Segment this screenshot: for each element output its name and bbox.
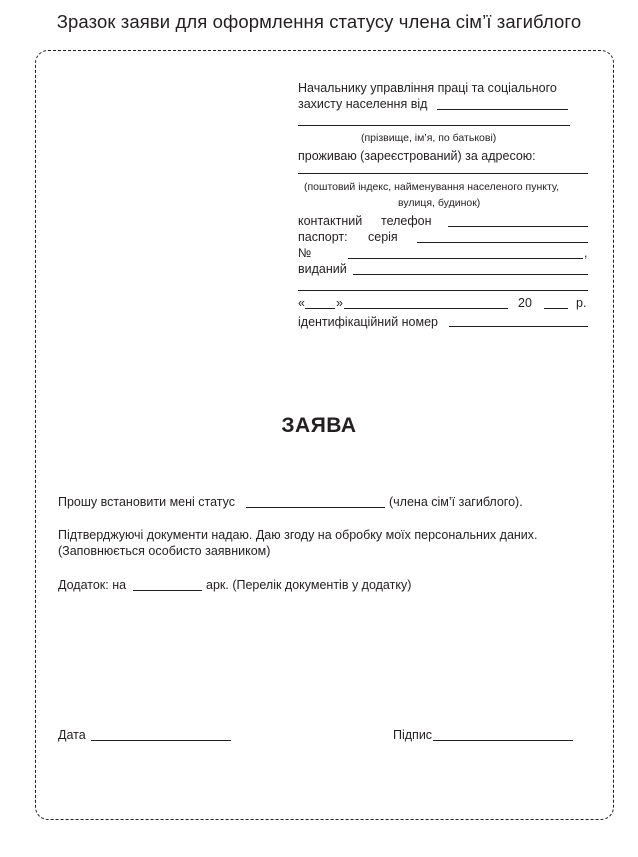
year-suffix: р. xyxy=(576,296,587,310)
addressee-line-1: Начальнику управління праці та соціального xyxy=(298,81,557,95)
department-field[interactable] xyxy=(437,109,568,110)
document-heading: ЗАЯВА xyxy=(281,414,357,437)
status-field[interactable] xyxy=(246,507,385,508)
issued-by-field-2[interactable] xyxy=(298,290,588,291)
address-label: проживаю (зареєстрований) за адресою: xyxy=(298,149,536,163)
request-text: Прошу встановити мені статус xyxy=(58,495,236,509)
signature-field[interactable] xyxy=(433,740,573,741)
series-field[interactable] xyxy=(417,242,588,243)
issue-month-field[interactable] xyxy=(344,308,508,309)
quote-close: » xyxy=(336,296,343,310)
date-field[interactable] xyxy=(91,740,231,741)
sheets-count-field[interactable] xyxy=(133,590,202,591)
confirm-note: (Заповнюється особисто заявником) xyxy=(58,544,271,558)
address-hint-1: (поштовий індекс, найменування населеного пункту, xyxy=(304,181,560,193)
page-title: Зразок заяви для оформлення статусу члена сім’ї загиблого xyxy=(56,11,582,32)
series-label: серія xyxy=(368,230,398,244)
passport-number-field[interactable] xyxy=(348,258,583,259)
address-field[interactable] xyxy=(298,173,588,174)
signature-label: Підпис xyxy=(393,728,433,742)
passport-label: паспорт: xyxy=(298,230,348,244)
name-hint: (прізвище, ім’я, по батькові) xyxy=(361,132,497,144)
number-label: № xyxy=(298,246,312,260)
phone-label-1: контактний xyxy=(298,214,363,228)
quote-open: « xyxy=(298,296,305,310)
confirm-text: Підтверджуючі документи надаю. Даю згоду на обробку моїх персональних даних. xyxy=(58,528,538,542)
phone-label-2: телефон xyxy=(381,214,432,228)
full-name-field[interactable] xyxy=(298,125,570,126)
issued-by-field[interactable] xyxy=(353,274,588,275)
request-text-end: (члена сім’ї загиблого). xyxy=(389,495,523,509)
id-number-label: ідентифікаційний номер xyxy=(298,315,439,329)
issue-year-field[interactable] xyxy=(544,308,568,309)
appendix-text: Додаток: на xyxy=(58,578,127,592)
issued-label: виданий xyxy=(298,262,347,276)
id-number-field[interactable] xyxy=(449,326,588,327)
addressee-line-2: захисту населення від xyxy=(298,97,428,111)
issue-day-field[interactable] xyxy=(305,308,335,309)
year-prefix: 20 xyxy=(518,296,532,310)
comma: , xyxy=(584,246,588,260)
address-hint-2: вулиця, будинок) xyxy=(398,197,481,209)
phone-field[interactable] xyxy=(448,226,588,227)
date-label: Дата xyxy=(58,728,86,742)
appendix-text-end: арк. (Перелік документів у додатку) xyxy=(206,578,412,592)
